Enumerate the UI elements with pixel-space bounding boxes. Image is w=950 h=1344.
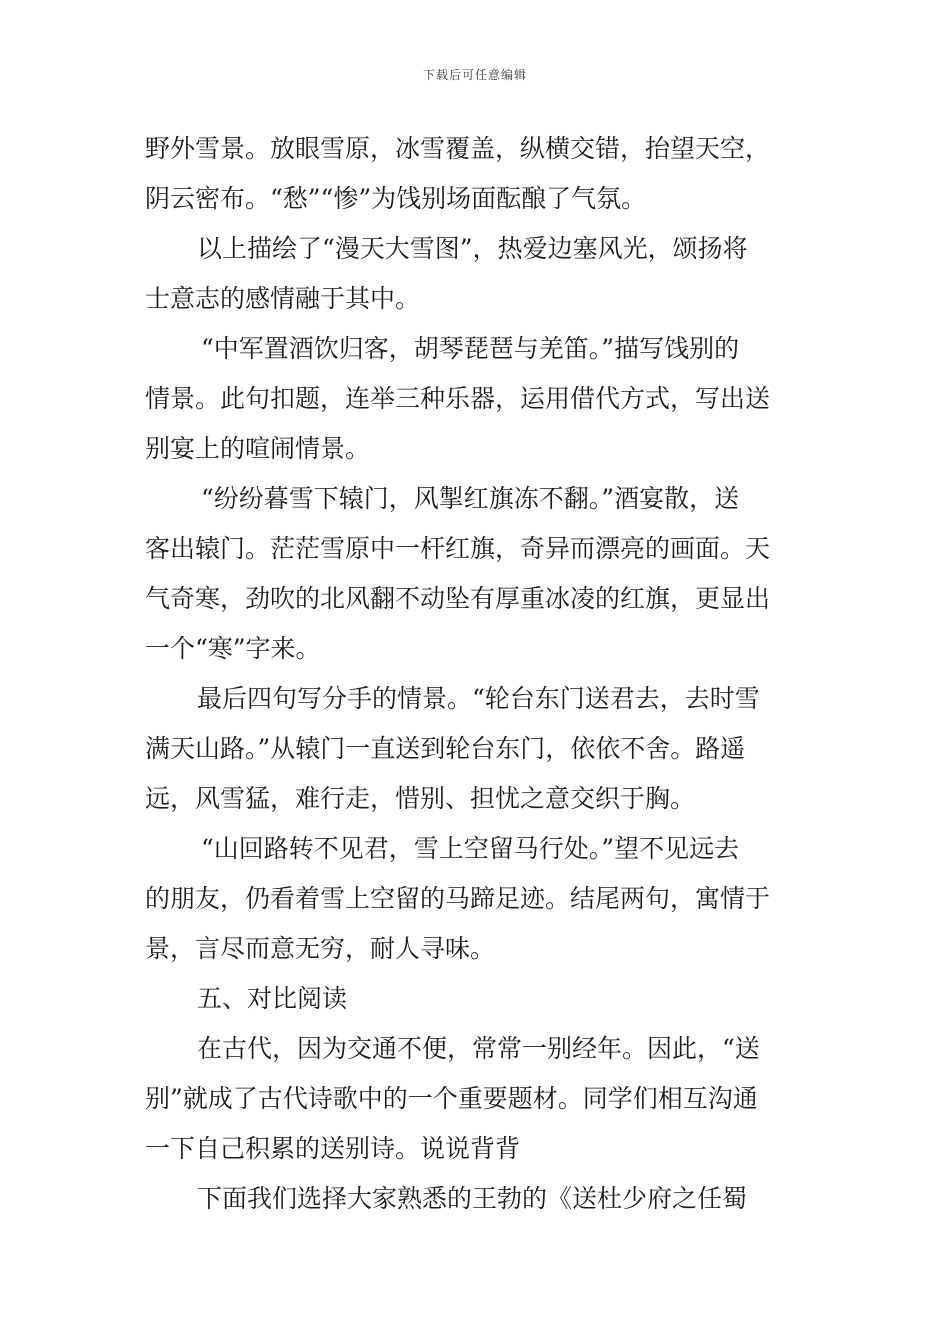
text-line: 气奇寒，劲吹的北风翻不动坠有厚重冰凌的红旗，更显出	[145, 584, 771, 613]
text-line: “中军置酒饮归客，胡琴琵琶与羌笛。”描写饯别的	[201, 334, 740, 363]
text-line: 最后四句写分手的情景。“轮台东门送君去，去时雪	[197, 684, 760, 713]
text-line: 一下自己积累的送别诗。说说背背	[145, 1134, 521, 1163]
text-line: 景，言尽而意无穷，耐人寻味。	[145, 934, 496, 963]
page-header: 下载后可任意编辑	[422, 68, 527, 82]
text-line: 的朋友，仍看着雪上空留的马蹄足迹。结尾两句，寓情于	[145, 884, 771, 913]
text-line: 别宴上的喧闹情景。	[145, 434, 371, 463]
section-heading: 五、对比阅读	[197, 984, 348, 1013]
text-line: 满天山路。”从辕门一直送到轮台东门，依依不舍。路遥	[145, 734, 746, 763]
text-line: 野外雪景。放眼雪原，冰雪覆盖，纵横交错，抬望天空，	[145, 134, 771, 163]
text-line: “纷纷暮雪下辕门，风掣红旗冻不翻。”酒宴散，送	[201, 484, 740, 513]
text-line: 阴云密布。“愁”“惨”为饯别场面酝酿了气氛。	[145, 184, 647, 213]
text-line: “山回路转不见君，雪上空留马行处。”望不见远去	[201, 834, 740, 863]
document-body	[145, 124, 810, 1224]
text-line: 士意志的感情融于其中。	[145, 284, 421, 313]
text-line: 别”就成了古代诗歌中的一个重要题材。同学们相互沟通	[145, 1084, 758, 1113]
text-line: 一个“寒”字来。	[145, 634, 321, 663]
text-line: 客出辕门。茫茫雪原中一杆红旗，奇异而漂亮的画面。天	[145, 534, 771, 563]
text-line: 下面我们选择大家熟悉的王勃的《送杜少府之任蜀	[197, 1184, 748, 1213]
text-line: 远，风雪猛，难行走，惜别、担忧之意交织于胸。	[145, 784, 696, 813]
text-line: 在古代，因为交通不便，常常一别经年。因此，“送	[197, 1034, 760, 1063]
text-line: 以上描绘了“漫天大雪图”，热爱边塞风光，颂扬将	[197, 234, 748, 263]
text-line: 情景。此句扣题，连举三种乐器，运用借代方式，写出送	[145, 384, 771, 413]
